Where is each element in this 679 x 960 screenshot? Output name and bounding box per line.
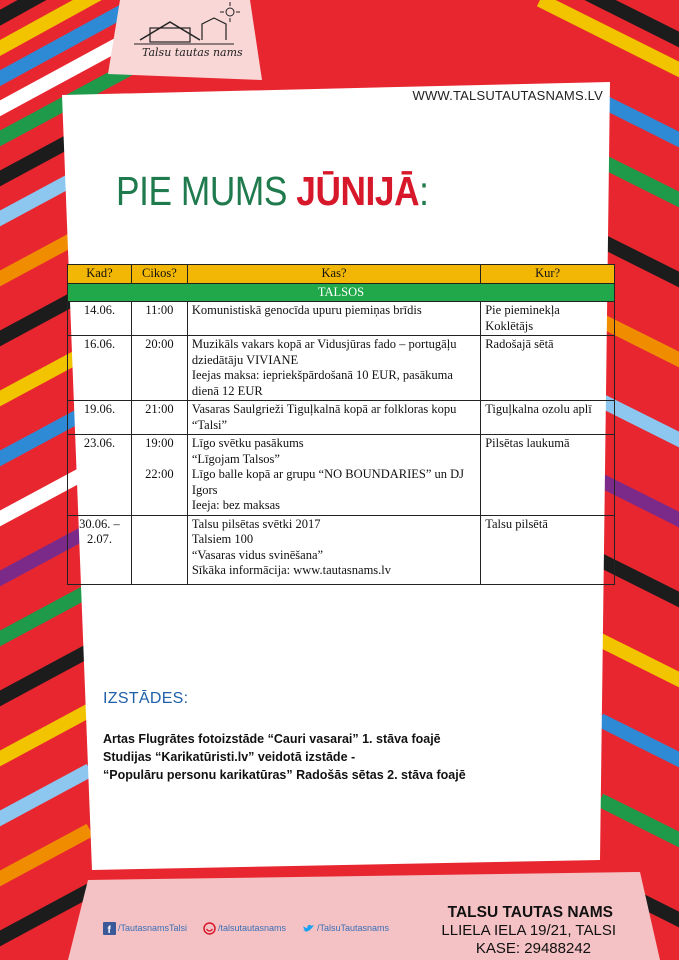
- table-row: [68, 515, 615, 584]
- facebook-handle: /TautasnamsTalsi: [118, 922, 188, 933]
- table-row: [68, 435, 615, 516]
- schedule-table: [67, 264, 615, 585]
- website-url[interactable]: WWW.TALSUTAUTASNAMS.LV: [412, 88, 603, 103]
- cell-event: [187, 336, 480, 401]
- event-line: Muzikāls vakars kopā ar Vidusjūras fado – portugāļu dziedātāju VIVIANE: [191, 337, 457, 367]
- table-row: [68, 401, 615, 435]
- facebook-icon: [103, 922, 116, 935]
- exhibitions-title: IZSTĀDES:: [103, 690, 189, 707]
- title-month: JŪNIJĀ: [296, 168, 420, 214]
- header-time: Cikos?: [131, 265, 187, 284]
- draugiem-icon: [203, 922, 216, 935]
- exhibitions-list: [103, 730, 466, 784]
- draugiem-link[interactable]: [203, 922, 286, 935]
- cell-event: Komunistiskā genocīda upuru piemiņas brīdis: [187, 302, 480, 336]
- cell-event: [187, 435, 480, 516]
- cell-time: 21:00: [131, 401, 187, 435]
- box-office-phone: KASE: 29488242: [475, 940, 591, 957]
- cell-time: [131, 435, 187, 516]
- event-line: Līgo balle kopā ar grupu “NO BOUNDARIES” un DJ Igors: [191, 467, 465, 497]
- cell-place: Tiguļkalna ozolu aplī: [481, 401, 615, 435]
- header-what: Kas?: [187, 265, 480, 284]
- event-line: Līgo svētku pasākums: [191, 436, 304, 450]
- section-label: TALSOS: [68, 283, 615, 302]
- page-title: [116, 168, 429, 215]
- draugiem-handle: /talsutautasnams: [218, 922, 287, 933]
- cell-date: 14.06.: [68, 302, 132, 336]
- logo-building-icon: [130, 0, 240, 48]
- svg-text:f: f: [107, 925, 111, 935]
- table-header-row: [68, 265, 615, 284]
- table-row: [68, 336, 615, 401]
- exhibition-line: “Populāru personu karikatūras” Radošās sētas 2. stāva foajē: [103, 768, 466, 782]
- twitter-icon: [302, 922, 315, 935]
- cell-date: 19.06.: [68, 401, 132, 435]
- title-suffix: :: [419, 168, 429, 214]
- event-line: Sīkāka informācija: www.tautasnams.lv: [191, 563, 391, 577]
- cell-event: [187, 515, 480, 584]
- cell-date: 23.06.: [68, 435, 132, 516]
- cell-date: 16.06.: [68, 336, 132, 401]
- logo: [130, 0, 250, 66]
- section-row: [68, 283, 615, 302]
- event-line: “Vasaras vidus svinēšana”: [191, 547, 324, 562]
- cell-place: Talsu pilsētā: [481, 515, 615, 584]
- cell-time: 20:00: [131, 336, 187, 401]
- exhibition-line: Artas Flugrātes fotoizstāde “Cauri vasarai” 1. stāva foajē: [103, 732, 441, 746]
- exhibition-line: Studijas “Karikatūristi.lv” veidotā izstāde -: [103, 750, 356, 764]
- cell-date: 30.06. – 2.07.: [68, 515, 132, 584]
- cell-time: [131, 515, 187, 584]
- twitter-handle: /TalsuTautasnams: [317, 922, 390, 933]
- cell-place: Pie pieminekļa Koklētājs: [481, 302, 615, 336]
- time-second: 22:00: [145, 466, 174, 481]
- event-line: Talsiem 100: [191, 532, 254, 546]
- event-line: Ieejas maksa: iepriekšpārdošanā 10 EUR, pasākuma dienā 12 EUR: [191, 368, 453, 398]
- logo-text: Talsu tautas nams: [142, 46, 243, 59]
- event-line: Ieeja: bez maksas: [191, 498, 281, 512]
- facebook-link[interactable]: [103, 922, 187, 935]
- organisation-name: TALSU TAUTAS NAMS: [447, 904, 613, 921]
- title-prefix: PIE MUMS: [116, 168, 297, 214]
- twitter-link[interactable]: [302, 922, 389, 935]
- cell-event: Vasaras Saulgrieži Tiguļkalnā kopā ar folkloras kopu “Talsi”: [187, 401, 480, 435]
- header-where: Kur?: [481, 265, 615, 284]
- cell-place: Pilsētas laukumā: [481, 435, 615, 516]
- cell-place: Radošajā sētā: [481, 336, 615, 401]
- header-when: Kad?: [68, 265, 132, 284]
- event-line: “Līgojam Talsos”: [191, 451, 280, 466]
- table-row: [68, 302, 615, 336]
- cell-time: 11:00: [131, 302, 187, 336]
- event-line: Talsu pilsētas svētki 2017: [191, 516, 321, 531]
- time-start: 19:00: [145, 436, 174, 450]
- organisation-address: LLIELA IELA 19/21, TALSI: [441, 922, 616, 939]
